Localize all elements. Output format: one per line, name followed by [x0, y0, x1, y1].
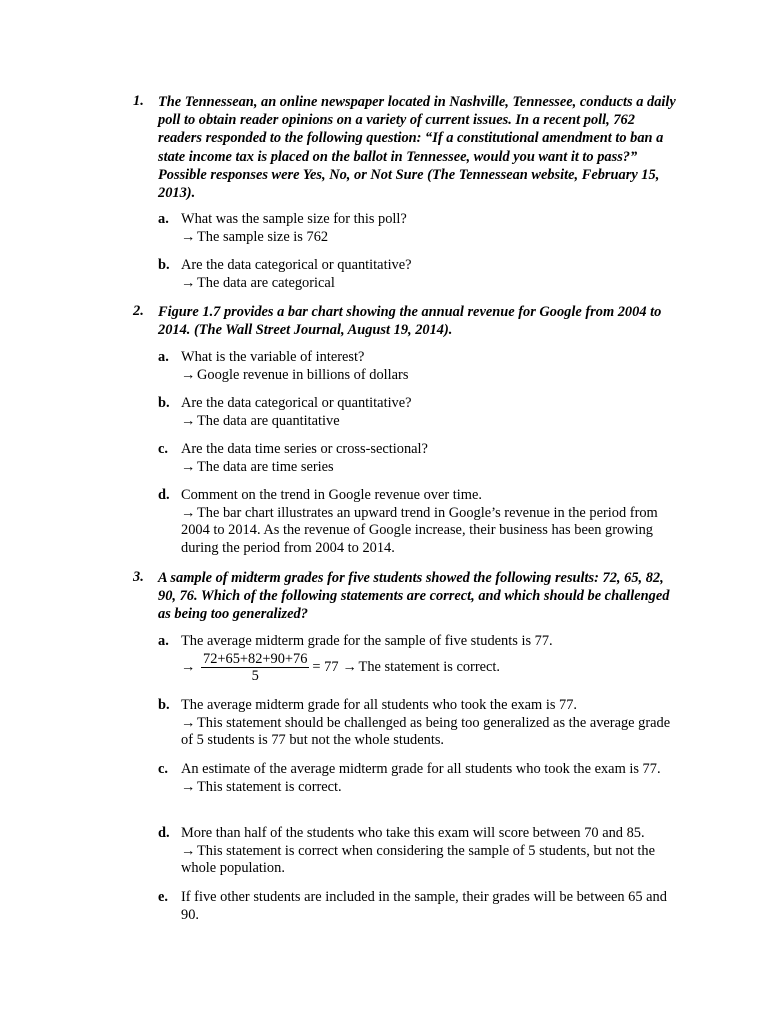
q1-part-b	[158, 257, 678, 292]
arrow-icon: →	[181, 228, 196, 245]
part-answer: → This statement is correct when considering the sample of 5 students, but not the whole population.	[181, 842, 655, 877]
arrow-icon: →	[181, 274, 196, 291]
arrow-icon: →	[181, 714, 196, 731]
part-question: More than half of the students who take this exam will score between 70 and 85.	[181, 825, 645, 841]
q2-part-c	[158, 441, 678, 476]
part-question: Are the data categorical or quantitative?	[181, 395, 412, 411]
fraction-result: = 77	[312, 658, 339, 675]
arrow-icon: →	[181, 504, 196, 521]
arrow-icon: →	[181, 458, 196, 475]
part-answer: → The bar chart illustrates an upward trend in Google’s revenue in the period from 2004 to 2014. As the revenue of Google increase, their business has been growing during the period from 2004 to 2014.	[181, 504, 658, 556]
q3-part-c	[158, 761, 678, 796]
q2-part-b	[158, 395, 678, 430]
q2-part-a	[158, 349, 678, 384]
question-2	[133, 303, 678, 339]
question-text: Figure 1.7 provides a bar chart showing the annual revenue for Google from 2004 to 2014. (The Wall Street Journal, August 19, 2014).	[158, 304, 662, 339]
part-letter: c.	[158, 761, 168, 777]
part-question: Comment on the trend in Google revenue over time.	[181, 487, 482, 503]
part-answer: → Google revenue in billions of dollars	[181, 366, 409, 383]
part-question: What is the variable of interest?	[181, 349, 365, 365]
part-answer: → The data are quantitative	[181, 412, 340, 429]
q3-part-d	[158, 825, 678, 878]
arrow-icon: →	[181, 366, 196, 383]
question-3	[133, 569, 678, 624]
arrow-icon: →	[342, 658, 357, 675]
arrow-icon: →	[181, 778, 196, 795]
question-text: The Tennessean, an online newspaper located in Nashville, Tennessee, conducts a daily poll to obtain reader opinions on a variety of current issues. In a recent poll, 762 readers responded to the following question: “If a constitutional amendment to ban a state income tax is placed on the ballot in Tennessee, would you want it to pass?” Possible responses were Yes, No, or Not Sure (The Tennessean website, February 15, 2013).	[158, 94, 676, 202]
fraction-numerator: 72+65+82+90+76	[203, 651, 308, 668]
part-answer: → The data are categorical	[181, 274, 335, 291]
part-question: What was the sample size for this poll?	[181, 211, 407, 227]
part-letter: b.	[158, 697, 170, 713]
part-question: The average midterm grade for the sample of five students is 77.	[181, 633, 553, 649]
q2-part-d	[158, 487, 678, 557]
question-1	[133, 93, 678, 202]
part-answer: → This statement is correct.	[181, 778, 342, 795]
part-letter: b.	[158, 395, 170, 411]
part-question: Are the data time series or cross-sectional?	[181, 441, 428, 457]
q3-part-b	[158, 697, 678, 750]
q3-part-e	[158, 889, 678, 924]
arrow-icon: →	[181, 412, 196, 429]
q3-part-a	[158, 633, 678, 685]
question-text: A sample of midterm grades for five students showed the following results: 72, 65, 82, 90, 76. Which of the following statements are correct, and which should be challenged as being too generalized?	[158, 570, 670, 623]
average-fraction	[201, 651, 309, 684]
part-answer: → The data are time series	[181, 458, 334, 475]
part-letter: a.	[158, 633, 169, 649]
arrow-icon: →	[181, 658, 196, 675]
part-letter: d.	[158, 825, 170, 841]
part-letter: a.	[158, 211, 169, 227]
q1-part-a	[158, 211, 678, 246]
arrow-icon: →	[181, 842, 196, 859]
part-letter: c.	[158, 441, 168, 457]
question-number: 2.	[133, 303, 144, 319]
part-answer: → $\frac{72+65+82+90+76}{5}$ = 77 → The statement is correct.	[181, 651, 500, 685]
part-question: If five other students are included in the sample, their grades will be between 65 and 90.	[181, 889, 667, 923]
part-answer: → The sample size is 762	[181, 228, 329, 245]
part-letter: a.	[158, 349, 169, 365]
fraction-denominator: 5	[251, 668, 259, 685]
part-question: The average midterm grade for all students who took the exam is 77.	[181, 697, 578, 713]
question-number: 1.	[133, 93, 144, 109]
part-question: An estimate of the average midterm grade for all students who took the exam is 77.	[181, 761, 661, 777]
part-question: Are the data categorical or quantitative?	[181, 257, 412, 273]
part-letter: e.	[158, 889, 168, 905]
part-letter: d.	[158, 487, 170, 503]
part-answer: → This statement should be challenged as being too generalized as the average grade of 5 students is 77 but not the whole students.	[181, 714, 671, 749]
part-letter: b.	[158, 257, 170, 273]
question-number: 3.	[133, 569, 144, 585]
